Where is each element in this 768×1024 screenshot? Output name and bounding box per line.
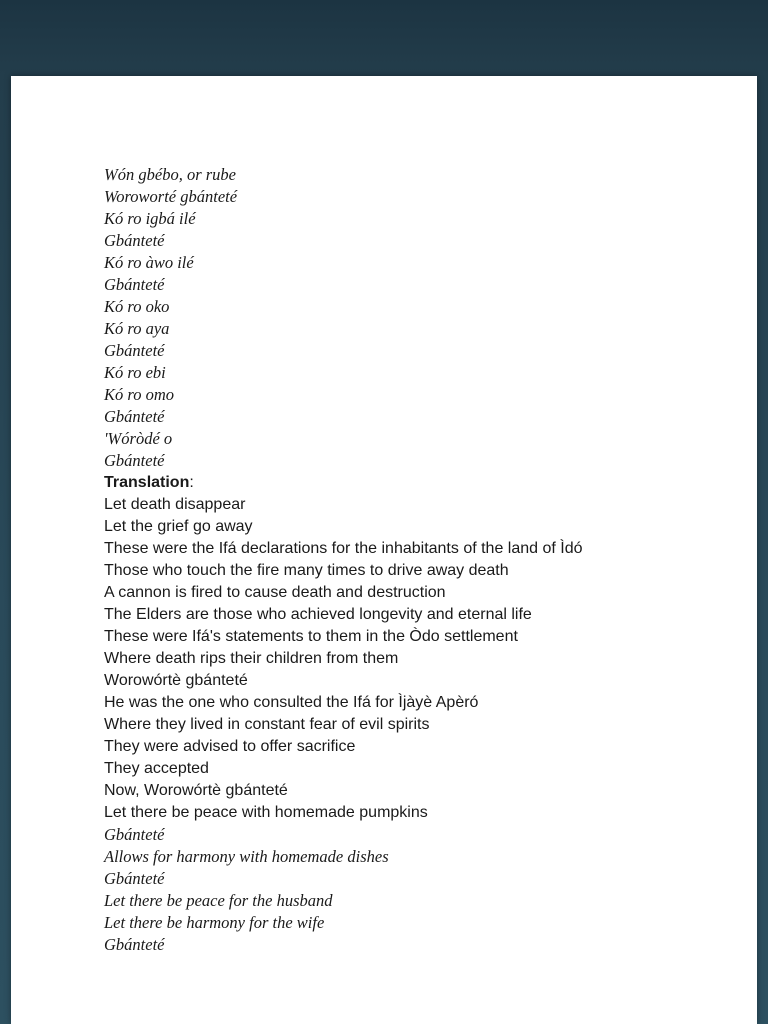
verse-line: Allows for harmony with homemade dishes — [104, 847, 389, 866]
verse-line: Woroworté gbánteté — [104, 187, 238, 206]
verse-line: Wón gbébo, or rube — [104, 165, 236, 184]
verse-line: The Elders are those who achieved longevity and eternal life — [104, 606, 532, 623]
verse-line: They accepted — [104, 760, 209, 777]
verse-line: These were Ifá's statements to them in the Òdo settlement — [104, 628, 518, 645]
verse-line: Gbánteté — [104, 275, 165, 294]
verse-line: Kó ro ebi — [104, 363, 166, 382]
verse-line: Those who touch the fire many times to drive away death — [104, 562, 509, 579]
verse-line: They were advised to offer sacrifice — [104, 738, 356, 755]
document-page — [11, 76, 757, 1024]
verse-line: Gbánteté — [104, 935, 165, 954]
verse-line: Let there be harmony for the wife — [104, 913, 325, 932]
verse-line: Worowórtè gbánteté — [104, 672, 248, 689]
verse-line: Gbánteté — [104, 341, 165, 360]
verse-line: He was the one who consulted the Ifá for Ìjàyè Apèró — [104, 694, 479, 711]
verse-line: Let there be peace for the husband — [104, 891, 333, 910]
verse-lines — [104, 164, 583, 956]
verse-line: Gbánteté — [104, 451, 165, 470]
verse-line: Now, Worowórtè gbánteté — [104, 782, 288, 799]
translation-heading-label: Translation — [104, 474, 190, 491]
verse-line: Where they lived in constant fear of evil spirits — [104, 716, 430, 733]
verse-line: Let death disappear — [104, 496, 246, 513]
verse-line: 'Wóròdé o — [104, 429, 173, 448]
verse-line: Kó ro omo — [104, 385, 174, 404]
verse-line: Gbánteté — [104, 825, 165, 844]
translation-heading-colon: : — [189, 474, 194, 491]
verse-line: Gbánteté — [104, 407, 165, 426]
translation-heading — [104, 472, 583, 494]
verse-line: Kó ro igbá ilé — [104, 209, 196, 228]
verse-line: Kó ro àwo ilé — [104, 253, 194, 272]
verse-line: A cannon is fired to cause death and destruction — [104, 584, 446, 601]
verse-line: Gbánteté — [104, 869, 165, 888]
verse-line: Let the grief go away — [104, 518, 253, 535]
verse-line: Where death rips their children from them — [104, 650, 399, 667]
verse-line: Gbánteté — [104, 231, 165, 250]
verse-line: Let there be peace with homemade pumpkins — [104, 804, 428, 821]
verse-line: Kó ro aya — [104, 319, 170, 338]
verse-line: These were the Ifá declarations for the inhabitants of the land of Ìdó — [104, 540, 583, 557]
verse-line: Kó ro oko — [104, 297, 170, 316]
